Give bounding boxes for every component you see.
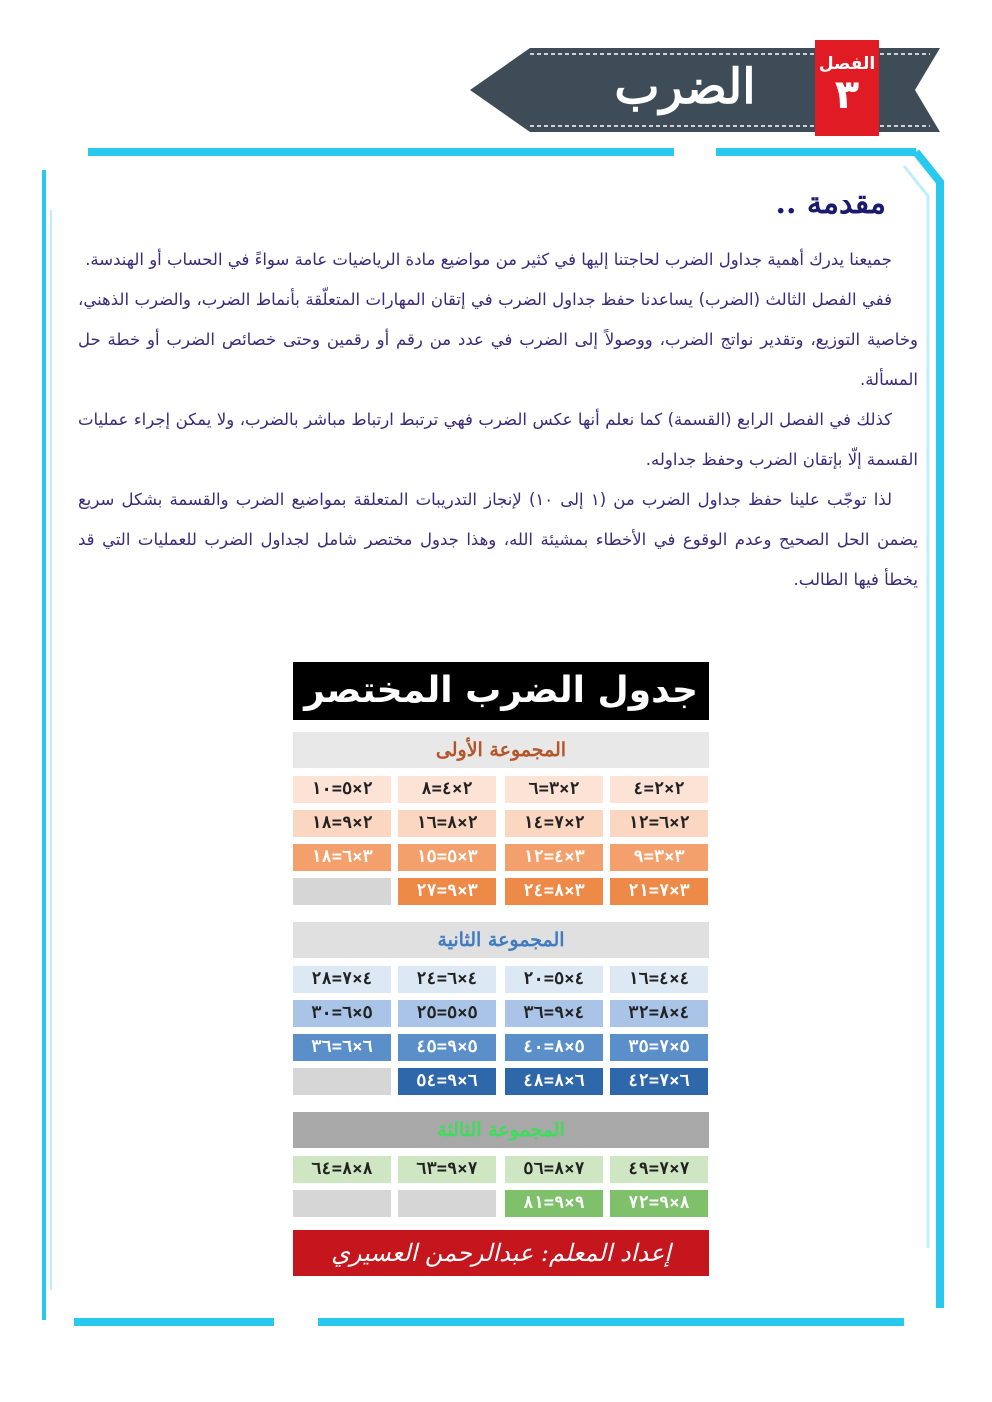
intro-paragraph: جميعنا يدرك أهمية جداول الضرب لحاجتنا إليها في كثير من مواضيع مادة الرياضيات عامة سواءً في الحساب أو الهندسة. (85, 250, 892, 269)
table-cell: ٣×٥=١٥ (398, 844, 496, 871)
table-cell: ٨×٨=٦٤ (293, 1156, 391, 1183)
table-cell: ٤×٨=٣٢ (610, 1000, 708, 1027)
table-title: جدول الضرب المختصر (293, 662, 709, 720)
table-cell: ٥×٧=٣٥ (610, 1034, 708, 1061)
table-cell: ٣×٣=٩ (610, 844, 708, 871)
table-cell: ٤×٥=٢٠ (505, 966, 603, 993)
table-cell: ٥×٨=٤٠ (505, 1034, 603, 1061)
table-cell-empty (293, 878, 391, 905)
frame-bottom-right-line (318, 1318, 904, 1326)
table-cell: ٢×٢=٤ (610, 776, 708, 803)
table-cell: ٢×٣=٦ (505, 776, 603, 803)
table-cell-empty (398, 1190, 496, 1217)
intro-heading: مقدمة .. (775, 186, 886, 221)
table-cell: ٦×٩=٥٤ (398, 1068, 496, 1095)
chapter-title: الضرب (614, 59, 756, 115)
table-cell: ٧×٧=٤٩ (610, 1156, 708, 1183)
table-cell: ٤×٤=١٦ (610, 966, 708, 993)
table-cell: ٦×٨=٤٨ (505, 1068, 603, 1095)
frame-left-border-inner (50, 210, 52, 1290)
intro-paragraph: ففي الفصل الثالث (الضرب) يساعدنا حفظ جداول الضرب في إتقان المهارات المتعلّقة بأنماط الضرب، والضرب الذهني، وخاصية التوزيع، وتقدير نواتج الضرب، ووصولاً إلى الضرب في عدد من رقم أو رقمين وحتى خصائص الضرب أو خطة حل المسألة. (78, 290, 918, 389)
group-heading: المجموعة الثالثة (293, 1112, 709, 1148)
table-cell: ٤×٩=٣٦ (505, 1000, 603, 1027)
table-cell: ٣×٩=٢٧ (398, 878, 496, 905)
table-cell: ٣×٦=١٨ (293, 844, 391, 871)
chapter-label: الفصل (818, 54, 876, 74)
table-cell: ٨×٩=٧٢ (610, 1190, 708, 1217)
teacher-credit: إعداد المعلم: عبدالرحمن العسيري (293, 1230, 709, 1276)
table-cell-empty (293, 1068, 391, 1095)
table-cell: ٥×٦=٣٠ (293, 1000, 391, 1027)
table-cell: ٢×٥=١٠ (293, 776, 391, 803)
intro-body (78, 240, 918, 600)
chapter-badge (815, 40, 879, 136)
table-cell: ٣×٨=٢٤ (505, 878, 603, 905)
table-cell-empty (293, 1190, 391, 1217)
table-cell: ٢×٩=١٨ (293, 810, 391, 837)
table-cell: ٩×٩=٨١ (505, 1190, 603, 1217)
frame-top-right-line (716, 148, 916, 156)
table-cell: ٢×٨=١٦ (398, 810, 496, 837)
table-cell: ٢×٤=٨ (398, 776, 496, 803)
table-cell: ٧×٩=٦٣ (398, 1156, 496, 1183)
frame-left-border (42, 170, 46, 1320)
table-cell: ٥×٥=٢٥ (398, 1000, 496, 1027)
table-cell: ٧×٨=٥٦ (505, 1156, 603, 1183)
table-cell: ٦×٦=٣٦ (293, 1034, 391, 1061)
table-cell: ٣×٤=١٢ (505, 844, 603, 871)
group-heading: المجموعة الثانية (293, 922, 709, 958)
table-cell: ٥×٩=٤٥ (398, 1034, 496, 1061)
intro-paragraph: لذا توجّب علينا حفظ جداول الضرب من (١ إلى ١٠) لإنجاز التدريبات المتعلقة بمواضيع الضرب والقسمة بشكل سريع يضمن الحل الصحيح وعدم الوقوع في الأخطاء بمشيئة الله، وهذا جدول مختصر شامل لجداول الضرب للعمليات التي قد يخطأ فيها الطالب. (78, 490, 918, 589)
frame-top-left-line (88, 148, 674, 156)
intro-paragraph: كذلك في الفصل الرابع (القسمة) كما نعلم أنها عكس الضرب فهي ترتبط ارتباط مباشر بالضرب، ولا يمكن إجراء عمليات القسمة إلّا بإتقان الضرب وحفظ جداوله. (78, 410, 918, 469)
chapter-number: ٣ (834, 72, 860, 118)
table-cell: ٢×٧=١٤ (505, 810, 603, 837)
table-cell: ٣×٧=٢١ (610, 878, 708, 905)
table-cell: ٤×٧=٢٨ (293, 966, 391, 993)
table-cell: ٤×٦=٢٤ (398, 966, 496, 993)
frame-bottom-left-line (74, 1318, 274, 1326)
group-heading: المجموعة الأولى (293, 732, 709, 768)
table-cell: ٢×٦=١٢ (610, 810, 708, 837)
table-cell: ٦×٧=٤٢ (610, 1068, 708, 1095)
